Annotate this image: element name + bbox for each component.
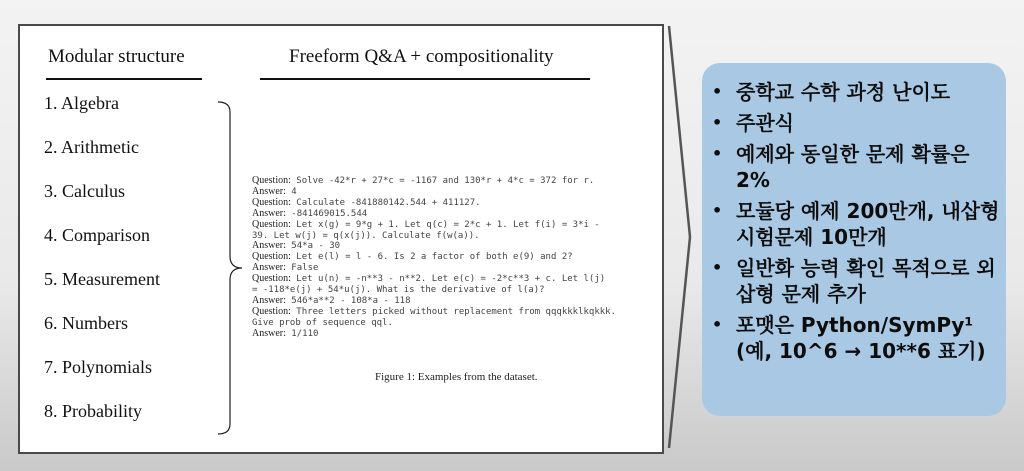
topic-polynomials: 7. Polynomials [44,357,153,377]
topic-calculus: 3. Calculus [44,181,125,201]
example-line: Give prob of sequence qql. [252,317,393,328]
example-line: Question: Let u(n) = -n**3 - n**2. Let e(c) = -2*c**3 + c. Let l(j) [252,273,606,285]
example-line: Answer: False [252,262,319,274]
example-line: Answer: 1/110 [252,327,319,339]
bullet-item: • 중학교 수학 과정 난이도 [712,80,951,104]
bullet-item: • 일반화 능력 확인 목적으로 외삽형 문제 추가 [712,256,996,306]
example-line: Question: Let x(g) = 9*g + 1. Let q(c) = 2*c + 1. Let f(i) = 3*i - [252,218,600,230]
bullet-item: • 예제와 동일한 문제 확률은 2% [712,142,970,192]
topic-numbers: 6. Numbers [44,313,128,333]
bullet-item: • 모듈당 예제 200만개, 내삽형 시험문제 10만개 [712,199,1000,249]
bullet-icon: • [712,113,723,132]
examples-block [252,176,662,340]
bullet-item: • 포맷은 Python/SymPy¹ (예, 10^6 → 10**6 표기) [712,313,986,363]
modular-structure-title: Modular structure [48,46,185,67]
bullet-item: • 주관식 [712,111,794,135]
example-line: = -118*e(j) + 54*u(j). What is the derivative of l(a)? [252,285,545,296]
topic-comparison: 4. Comparison [44,225,150,245]
topic-arithmetic: 2. Arithmetic [44,137,139,157]
example-line: Question: Solve -42*r + 27*c = -1167 and 130*r + 4*c = 372 for r. [252,175,595,186]
example-line: Question: Let e(l) = l - 6. Is 2 a factor of both e(9) and 2? [252,251,573,263]
right-brace-icon [216,100,246,436]
freeform-rule [260,78,590,80]
topic-measurement: 5. Measurement [44,269,160,289]
example-line: Question: Three letters picked without replacement from qqqkkklkqkkk. [252,305,616,317]
chevron-right-icon [666,22,694,452]
bullet-icon: • [712,144,723,163]
topic-algebra: 1. Algebra [44,93,119,113]
figure-caption: Figure 1: Examples from the dataset. [375,371,538,383]
example-line: Answer: -841469015.544 [252,207,368,219]
freeform-title: Freeform Q&A + compositionality [289,46,554,67]
bullet-icon: • [712,315,723,334]
slide-panel [18,24,664,454]
example-line: Answer: 54*a - 30 [252,240,341,252]
example-line: Question: Calculate -841880142.544 + 411127. [252,196,481,208]
bullet-icon: • [712,258,723,277]
bullet-list [702,63,1006,364]
bullet-box [702,63,1006,416]
example-line: Answer: 546*a**2 - 108*a - 118 [252,294,411,306]
bullet-icon: • [712,82,723,101]
topic-probability: 8. Probability [44,401,142,421]
modular-structure-rule [46,78,202,80]
example-line: 39. Let w(j) = q(x(j)). Calculate f(w(a)). [252,230,480,241]
bullet-icon: • [712,201,723,220]
example-line: Answer: 4 [252,185,297,197]
